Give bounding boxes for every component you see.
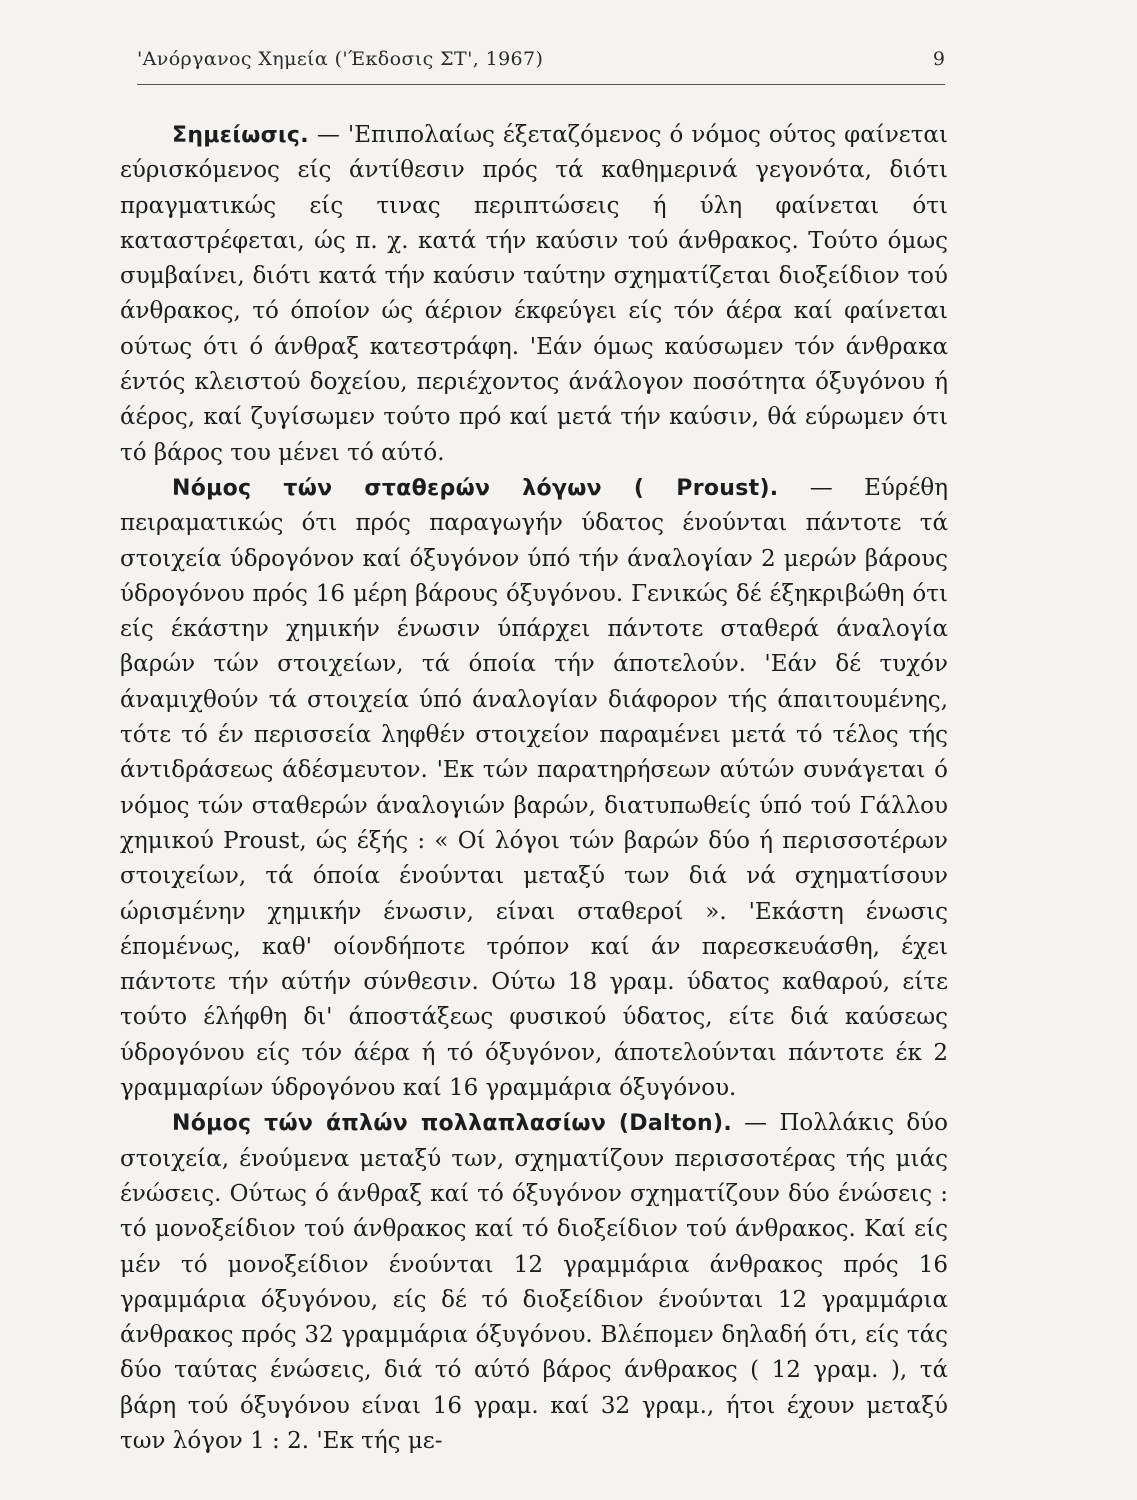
paragraph-lead: Σημείωσις. — [172, 123, 309, 148]
paragraph-text: — 'Επιπολαίως έξεταζόμενος ό νόμος ούτος φαίνεται εύρισκόμενος είς άντίθεσιν πρός τά καθημερινά γεγονότα, διότι πραγματικώς είς τινας περιπτώσεις ή ύλη φαίνεται ότι καταστρέφεται, ώς π. χ. κατά τήν καύσιν τού άνθρακος. Τούτο όμως συμβαίνει, διότι κατά τήν καύσιν ταύτην σχηματίζεται διοξείδιον τού άνθρακος, τό όποίον ώς άέριον έκφεύγει είς τόν άέρα καί φαίνεται ούτως ότι ό άνθραξ κατεστράφη. 'Εάν όμως καύσωμεν τόν άνθρακα έντός κλειστού δοχείου, περιέχοντος άνάλογον ποσότητα όξυγόνου ή άέρος, καί ζυγίσωμεν τούτο πρό καί μετά τήν καύσιν, θά εύρωμεν ότι τό βάρος του μένει τό αύτό. — [120, 122, 948, 466]
paragraph-proust-law — [120, 471, 948, 1106]
paragraph-dalton-law — [120, 1106, 948, 1459]
paragraph-lead: Νόμος τών άπλών πολλαπλασίων (Dalton). — [172, 1111, 733, 1137]
running-title: 'Ανόργανος Χημεία ('Έκδοσις ΣΤ', 1967) — [137, 48, 544, 70]
paragraph-text: — Πολλάκις δύο στοιχεία, ένούμενα μεταξύ των, σχηματίζουν περισσοτέρας τής μιάς ένώσεις. Ούτως ό άνθραξ καί τό όξυγόνον σχηματίζουν δύο ένώσεις : τό μονοξείδιον τού άνθρακος καί τό διοξείδιον τού άνθρακος. Καί είς μέν τό μονοξείδιον ένούνται 12 γραμμάρια άνθρακος πρός 16 γραμμάρια όξυγόνου, είς δέ τό διοξείδιον ένούνται 12 γραμμάρια άνθρακος πρός 32 γραμμάρια όξυγόνου. Βλέπομεν δηλαδή ότι, είς τάς δύο ταύτας ένώσεις, διά τό αύτό βάρος άνθρακος ( 12 γραμ. ), τά βάρη τού όξυγόνου είναι 16 γραμ. καί 32 γραμ., ήτοι έχουν μεταξύ των λόγον 1 : 2. 'Εκ τής με- — [120, 1110, 948, 1454]
page-header — [137, 44, 945, 80]
page-number: 9 — [932, 48, 945, 70]
paragraph-note — [120, 118, 948, 471]
paragraph-lead: Νόμος τών σταθερών λόγων ( Proust). — [172, 475, 779, 501]
page-body — [120, 118, 948, 1459]
paragraph-text: — Εύρέθη πειραματικώς ότι πρός παραγωγήν ύδατος ένούνται πάντοτε τά στοιχεία ύδρογόνον καί όξυγόνον ύπό τήν άναλογίαν 2 μερών βάρους ύδρογόνου πρός 16 μέρη βάρους όξυγόνου. Γενικώς δέ έξηκριβώθη ότι είς έκάστην χημικήν ένωσιν ύπάρχει πάντοτε σταθερά άναλογία βαρών τών στοιχείων, τά όποία τήν άποτελούν. 'Εάν δέ τυχόν άναμιχθούν τά στοιχεία ύπό άναλογίαν διάφορον τής άπαιτουμένης, τότε τό έν περισσεία ληφθέν στοιχείον παραμένει μετά τό τέλος τής άντιδράσεως άδέσμευτον. 'Εκ τών παρατηρήσεων αύτών συνάγεται ό νόμος τών σταθερών άναλογιών βαρών, διατυπωθείς ύπό τού Γάλλου χημικού Proust, ώς έξής : « Οί λόγοι τών βαρών δύο ή περισσοτέρων στοιχείων, τά όποία ένούνται μεταξύ των διά νά σχηματίσουν ώρισμένην χημικήν ένωσιν, είναι σταθεροί ». 'Εκάστη ένωσις έπομένως, καθ' οίονδήποτε τρόπον καί άν παρεσκευάσθη, έχει πάντοτε τήν αύτήν σύνθεσιν. Ούτω 18 γραμ. ύδατος καθαρού, είτε τούτο έλήφθη δι' άποστάξεως φυσικού ύδατος, είτε διά καύσεως ύδρογόνου είς τόν άέρα ή τό όξυγόνον, άποτελούνται πάντοτε έκ 2 γραμμαρίων ύδρογόνου καί 16 γραμμάρια όξυγόνου. — [120, 474, 948, 1102]
header-rule — [137, 84, 945, 85]
